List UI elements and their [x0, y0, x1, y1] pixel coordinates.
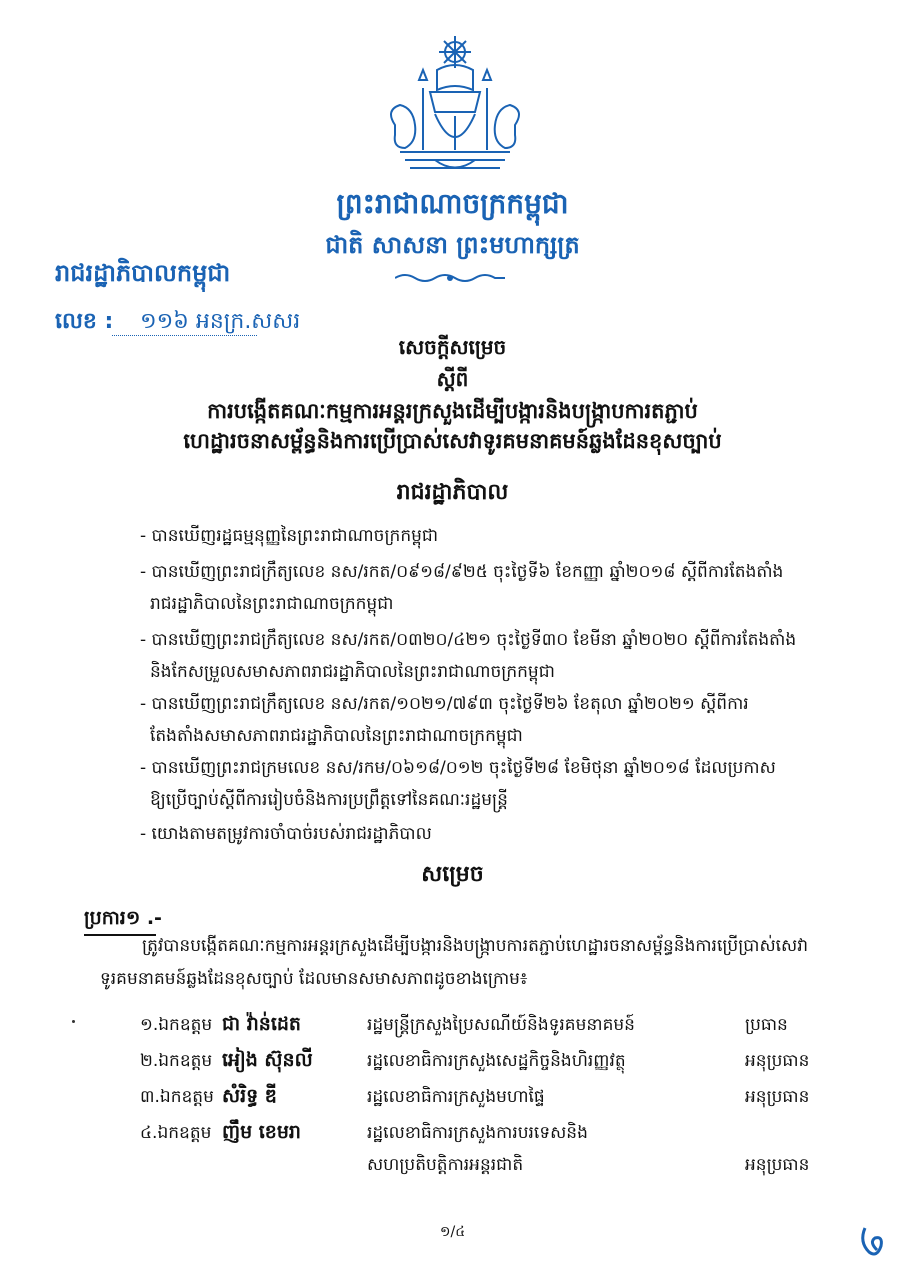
visa-item [140, 752, 840, 816]
visa-item [140, 556, 840, 620]
member-number: ៣.ឯកឧត្តម [140, 1087, 214, 1107]
scan-dot [72, 1020, 75, 1023]
member-role: អនុប្រធាន [745, 1051, 810, 1071]
visa-item [140, 688, 840, 752]
national-motto: ជាតិ សាសនា ព្រះមហាក្សត្រ [325, 231, 580, 259]
member-role: ប្រធាន [745, 1015, 788, 1035]
government-name: រាជរដ្ឋាភិបាលកម្ពុជា [55, 259, 231, 287]
document-type: សេចក្តីសម្រេច [398, 335, 507, 359]
visa-item [140, 818, 840, 850]
member-role: អនុប្រធាន [745, 1087, 810, 1107]
member-position: រដ្ឋលេខាធិការក្រសួងសេដ្ឋកិច្ចនិងហិរញ្ញវត្ថុ [367, 1051, 626, 1071]
member-position: រដ្ឋលេខាធិការក្រសួងការបរទេសនិង [367, 1123, 588, 1143]
document-subject-line1: ការបង្កើតគណៈកម្មការអន្តរក្រសួងដើម្បីបង្ការនិងបង្ក្រាបការតភ្ជាប់ [207, 399, 698, 423]
visa-line-continued: ឱ្យប្រើច្បាប់ស្តីពីការរៀបចំនិងការប្រព្រឹត្តទៅនៃគណៈរដ្ឋមន្ត្រី [150, 790, 508, 810]
member-name: ជា វ៉ាន់ដេត [222, 1013, 301, 1035]
member-position: រដ្ឋមន្ត្រីក្រសួងប្រៃសណីយ៍និងទូរគមនាគមន៍ [367, 1015, 635, 1035]
decision-heading: សម្រេច [421, 862, 484, 887]
reference-label: លេខ : [55, 309, 114, 334]
member-number: ២.ឯកឧត្តម [140, 1051, 213, 1071]
member-number: ១.ឯកឧត្តម [140, 1015, 213, 1035]
member-name: អៀង ស៊ុនលី [222, 1049, 313, 1071]
visa-item [140, 520, 840, 552]
royal-emblem-icon [375, 30, 535, 180]
visa-line-continued: រាជរដ្ឋាភិបាលនៃព្រះរាជាណាចក្រកម្ពុជា [150, 594, 394, 614]
article-1-body: ត្រូវបានបង្កើតគណៈកម្មការអន្តរក្រសួងដើម្បីបង្ការនិងបង្ក្រាបការតភ្ជាប់ហេដ្ឋារចនាសម្ព័ន្ធនិងការប្រើប្រាស់សេវាទូរគមនាគមន៍ឆ្លងដែនខុសច្បាប់ ដែលមានសមាសភាពដូចខាងក្រោម៖ [100, 936, 809, 989]
visa-line: - បានឃើញព្រះរាជក្រឹត្យលេខ នស/រកត/០៣២០/៤២១ ចុះថ្ងៃទី៣០ ខែមីនា ឆ្នាំ២០២០ ស្តីពីការតែងតាំង [140, 630, 797, 650]
page-number: ១/៤ [439, 1224, 466, 1240]
member-position-continued: សហប្រតិបត្តិការអន្តរជាតិ [367, 1155, 524, 1175]
member-name: សំរិទ្ធ ឌី [222, 1085, 277, 1107]
visa-line: - បានឃើញព្រះរាជក្រឹត្យលេខ នស/រកត/០៩១៨/៩២៥ ចុះថ្ងៃទី៦ ខែកញ្ញា ឆ្នាំ២០១៨ ស្តីពីការតែងតាំង [140, 562, 784, 582]
visa-line: - យោងតាមតម្រូវការចាំបាច់របស់រាជរដ្ឋាភិបាល [140, 824, 432, 844]
document-about: ស្តីពី [436, 367, 469, 391]
visa-line-continued: និងកែសម្រួលសមាសភាពរាជរដ្ឋាភិបាលនៃព្រះរាជាណាចក្រកម្ពុជា [150, 662, 555, 682]
member-name: ញឹម ខេមរា [222, 1121, 301, 1143]
member-position: រដ្ឋលេខាធិការក្រសួងមហាផ្ទៃ [367, 1087, 545, 1107]
tiger-teeth-ornament-icon [395, 270, 505, 286]
document-subject-line2: ហេដ្ឋារចនាសម្ព័ន្ធនិងការប្រើប្រាស់សេវាទូរគមនាគមន៍ឆ្លងដែនខុសច្បាប់ [183, 429, 722, 453]
member-number: ៤.ឯកឧត្តម [140, 1123, 212, 1143]
visa-line: - បានឃើញព្រះរាជក្រឹត្យលេខ នស/រកត/១០២១/៧៩៣ ចុះថ្ងៃទី២៦ ខែតុលា ឆ្នាំ២០២១ ស្តីពីការ [140, 694, 749, 714]
reference-number: ១១៦ អនក្រ.សសរ [140, 309, 301, 334]
handwritten-initial-icon [855, 1222, 895, 1262]
member-role: អនុប្រធាន [745, 1155, 810, 1175]
visa-line: - បានឃើញព្រះរាជក្រមលេខ នស/រកម/០៦១៨/០១២ ចុះថ្ងៃទី២៨ ខែមិថុនា ឆ្នាំ២០១៨ ដែលប្រកាស [140, 758, 776, 778]
visa-item [140, 624, 840, 688]
article-1-label: ប្រការ១ .- [84, 907, 162, 929]
kingdom-title: ព្រះរាជាណាចក្រកម្ពុជា [336, 187, 569, 220]
visa-line-continued: តែងតាំងសមាសភាពរាជរដ្ឋាភិបាលនៃព្រះរាជាណាចក្រកម្ពុជា [150, 726, 523, 746]
issuer-heading: រាជរដ្ឋាភិបាល [396, 480, 509, 505]
visa-line: - បានឃើញរដ្ឋធម្មនុញ្ញនៃព្រះរាជាណាចក្រកម្ពុជា [140, 526, 439, 546]
